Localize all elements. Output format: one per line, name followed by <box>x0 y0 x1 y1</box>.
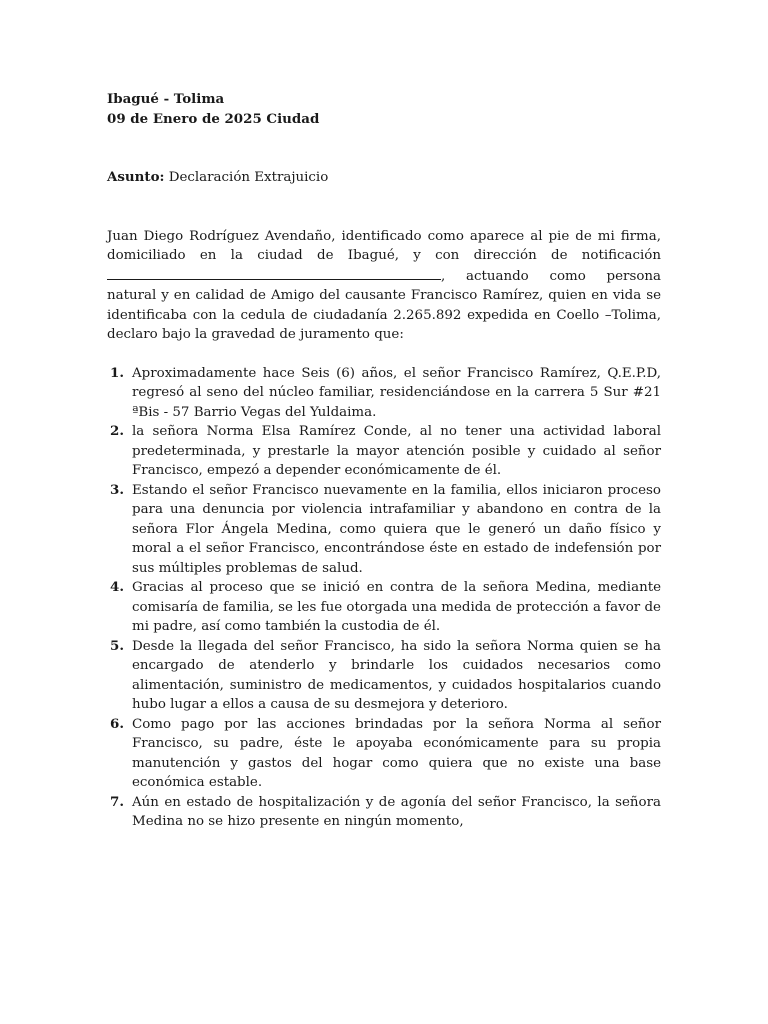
item-number: 1. <box>110 364 124 381</box>
item-text: Desde la llegada del señor Francisco, ha sido la señora Norma quien se ha encargado de atenderlo y brindarle los cuidados necesarios como alimentación, suministro de medicamentos, y cuidados hospitalarios cuando hubo lugar a ellos a causa de su desmejora y deterioro. <box>132 638 661 712</box>
subject-text: Declaración Extrajuicio <box>164 170 329 185</box>
item-number: 4. <box>110 579 124 595</box>
subject-label: Asunto: <box>107 169 165 185</box>
item-number: 7. <box>110 793 124 810</box>
header-date: 09 de Enero de 2025 Ciudad <box>107 110 320 127</box>
item-number: 2. <box>110 423 124 439</box>
intro-paragraph <box>107 227 661 345</box>
item-text: Aún en estado de hospitalización y de agonía del señor Francisco, la señora Medina no se hizo presente en ningún momento, <box>132 794 661 829</box>
notification-address-blank <box>107 266 441 280</box>
intro-text-part1: Juan Diego Rodríguez Avendaño, identificado como aparece al pie de mi firma, domiciliado en la ciudad de Ibagué, y con dirección de notificación <box>107 228 661 263</box>
list-item <box>107 715 661 793</box>
declaration-list <box>107 364 661 832</box>
item-number: 6. <box>110 715 124 732</box>
item-text: Aproximadamente hace Seis (6) años, el señor Francisco Ramírez, Q.E.P.D, regresó al seno del núcleo familiar, residenciándose en la carrera 5 Sur #21 ªBis - 57 Barrio Vegas del Yuldaima. <box>132 365 661 420</box>
item-text: Gracias al proceso que se inició en contra de la señora Medina, mediante comisaría de familia, se les fue otorgada una medida de protección a favor de mi padre, así como también la custodia de él. <box>132 580 661 634</box>
item-text: la señora Norma Elsa Ramírez Conde, al no tener una actividad laboral predeterminada, y prestarle la mayor atención posible y cuidado al señor Francisco, empezó a depender económicamente de él. <box>132 424 661 478</box>
list-item <box>107 637 661 715</box>
intro-text-part2: , actuando como persona natural y en calidad de Amigo del causante Francisco Ramírez, quien en vida se identificaba con la cedula de ciudadanía 2.265.892 expedida en Coello –Tolima, declaro bajo la gravedad de juramento que: <box>107 268 661 342</box>
list-item <box>107 481 661 579</box>
list-item <box>107 578 661 637</box>
item-number: 3. <box>110 481 124 498</box>
item-text: Estando el señor Francisco nuevamente en la familia, ellos iniciaron proceso para una denuncia por violencia intrafamiliar y abandono en contra de la señora Flor Ángela Medina, como quiera que le generó un daño físico y moral a el señor Francisco, encontrándose éste en estado de indefensión por sus múltiples problemas de salud. <box>132 482 661 576</box>
list-item <box>107 364 661 423</box>
item-text: Como pago por las acciones brindadas por la señora Norma al señor Francisco, su padre, éste le apoyaba económicamente para su propia manutención y gastos del hogar como quiera que no existe una base económica estable. <box>132 716 661 790</box>
list-item <box>107 793 661 832</box>
document-page <box>107 90 661 845</box>
item-number: 5. <box>110 637 124 654</box>
list-item <box>107 422 661 481</box>
header-location: Ibagué - Tolima <box>107 91 225 107</box>
subject-line <box>107 168 661 188</box>
